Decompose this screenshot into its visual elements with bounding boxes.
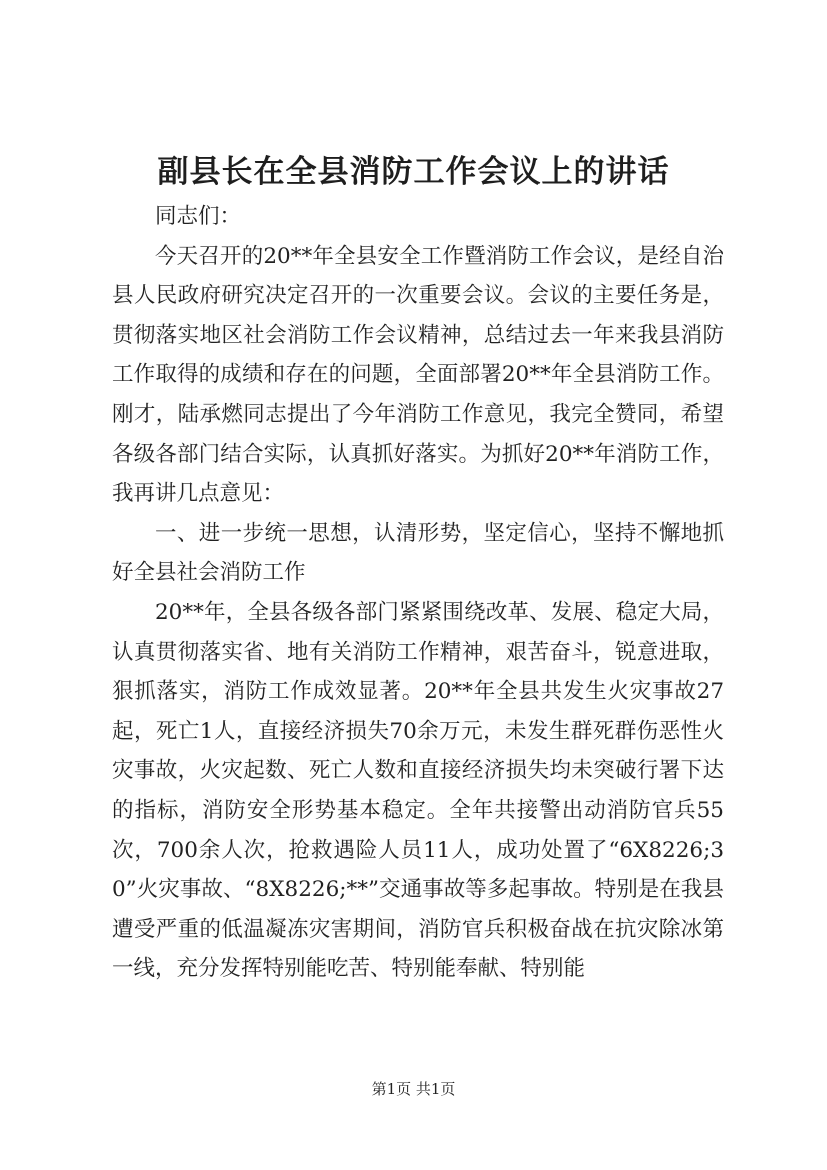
salutation: 同志们： (155, 204, 242, 229)
paragraph-achievements: 20**年，全县各级各部门紧紧围绕改革、发展、稳定大局，认真贯彻落实省、地有关消防工作精神，艰苦奋斗，锐意进取，狠抓落实，消防工作成效显著。20**年全县共发生火灾事故27起，死亡1人，直接经济损失70余万元，未发生群死群伤恶性火灾事故，火灾起数、死亡人数和直接经济损失均未突破行署下达的指标，消防安全形势基本稳定。全年共接警出动消防官兵55次，700余人次，抢救遇险人员11人，成功处置了“6X8226;30”火灾事故、“8X8226;**”交通事故等多起事故。特别是在我县遭受严重的低温凝冻灾害期间，消防官兵积极奋战在抗灾除冰第一线，充分发挥特别能吃苦、特别能奉献、特别能 (112, 599, 724, 982)
document-title: 副县长在全县消防工作会议上的讲话 (157, 154, 670, 190)
section-heading-1: 一、进一步统一思想，认清形势，坚定信心，坚持不懈地抓好全县社会消防工作 (112, 520, 724, 586)
document-body (112, 197, 724, 989)
paragraph-intro: 今天召开的20**年全县安全工作暨消防工作会议，是经自治县人民政府研究决定召开的一次重要会议。会议的主要任务是，贯彻落实地区社会消防工作会议精神，总结过去一年来我县消防工作取得的成绩和存在的问题，全面部署20**年全县消防工作。刚才，陆承燃同志提出了今年消防工作意见，我完全赞同，希望各级各部门结合实际，认真抓好落实。为抓好20**年消防工作，我再讲几点意见： (112, 243, 724, 507)
page-number-footer: 第1页 共1页 (371, 1080, 456, 1098)
